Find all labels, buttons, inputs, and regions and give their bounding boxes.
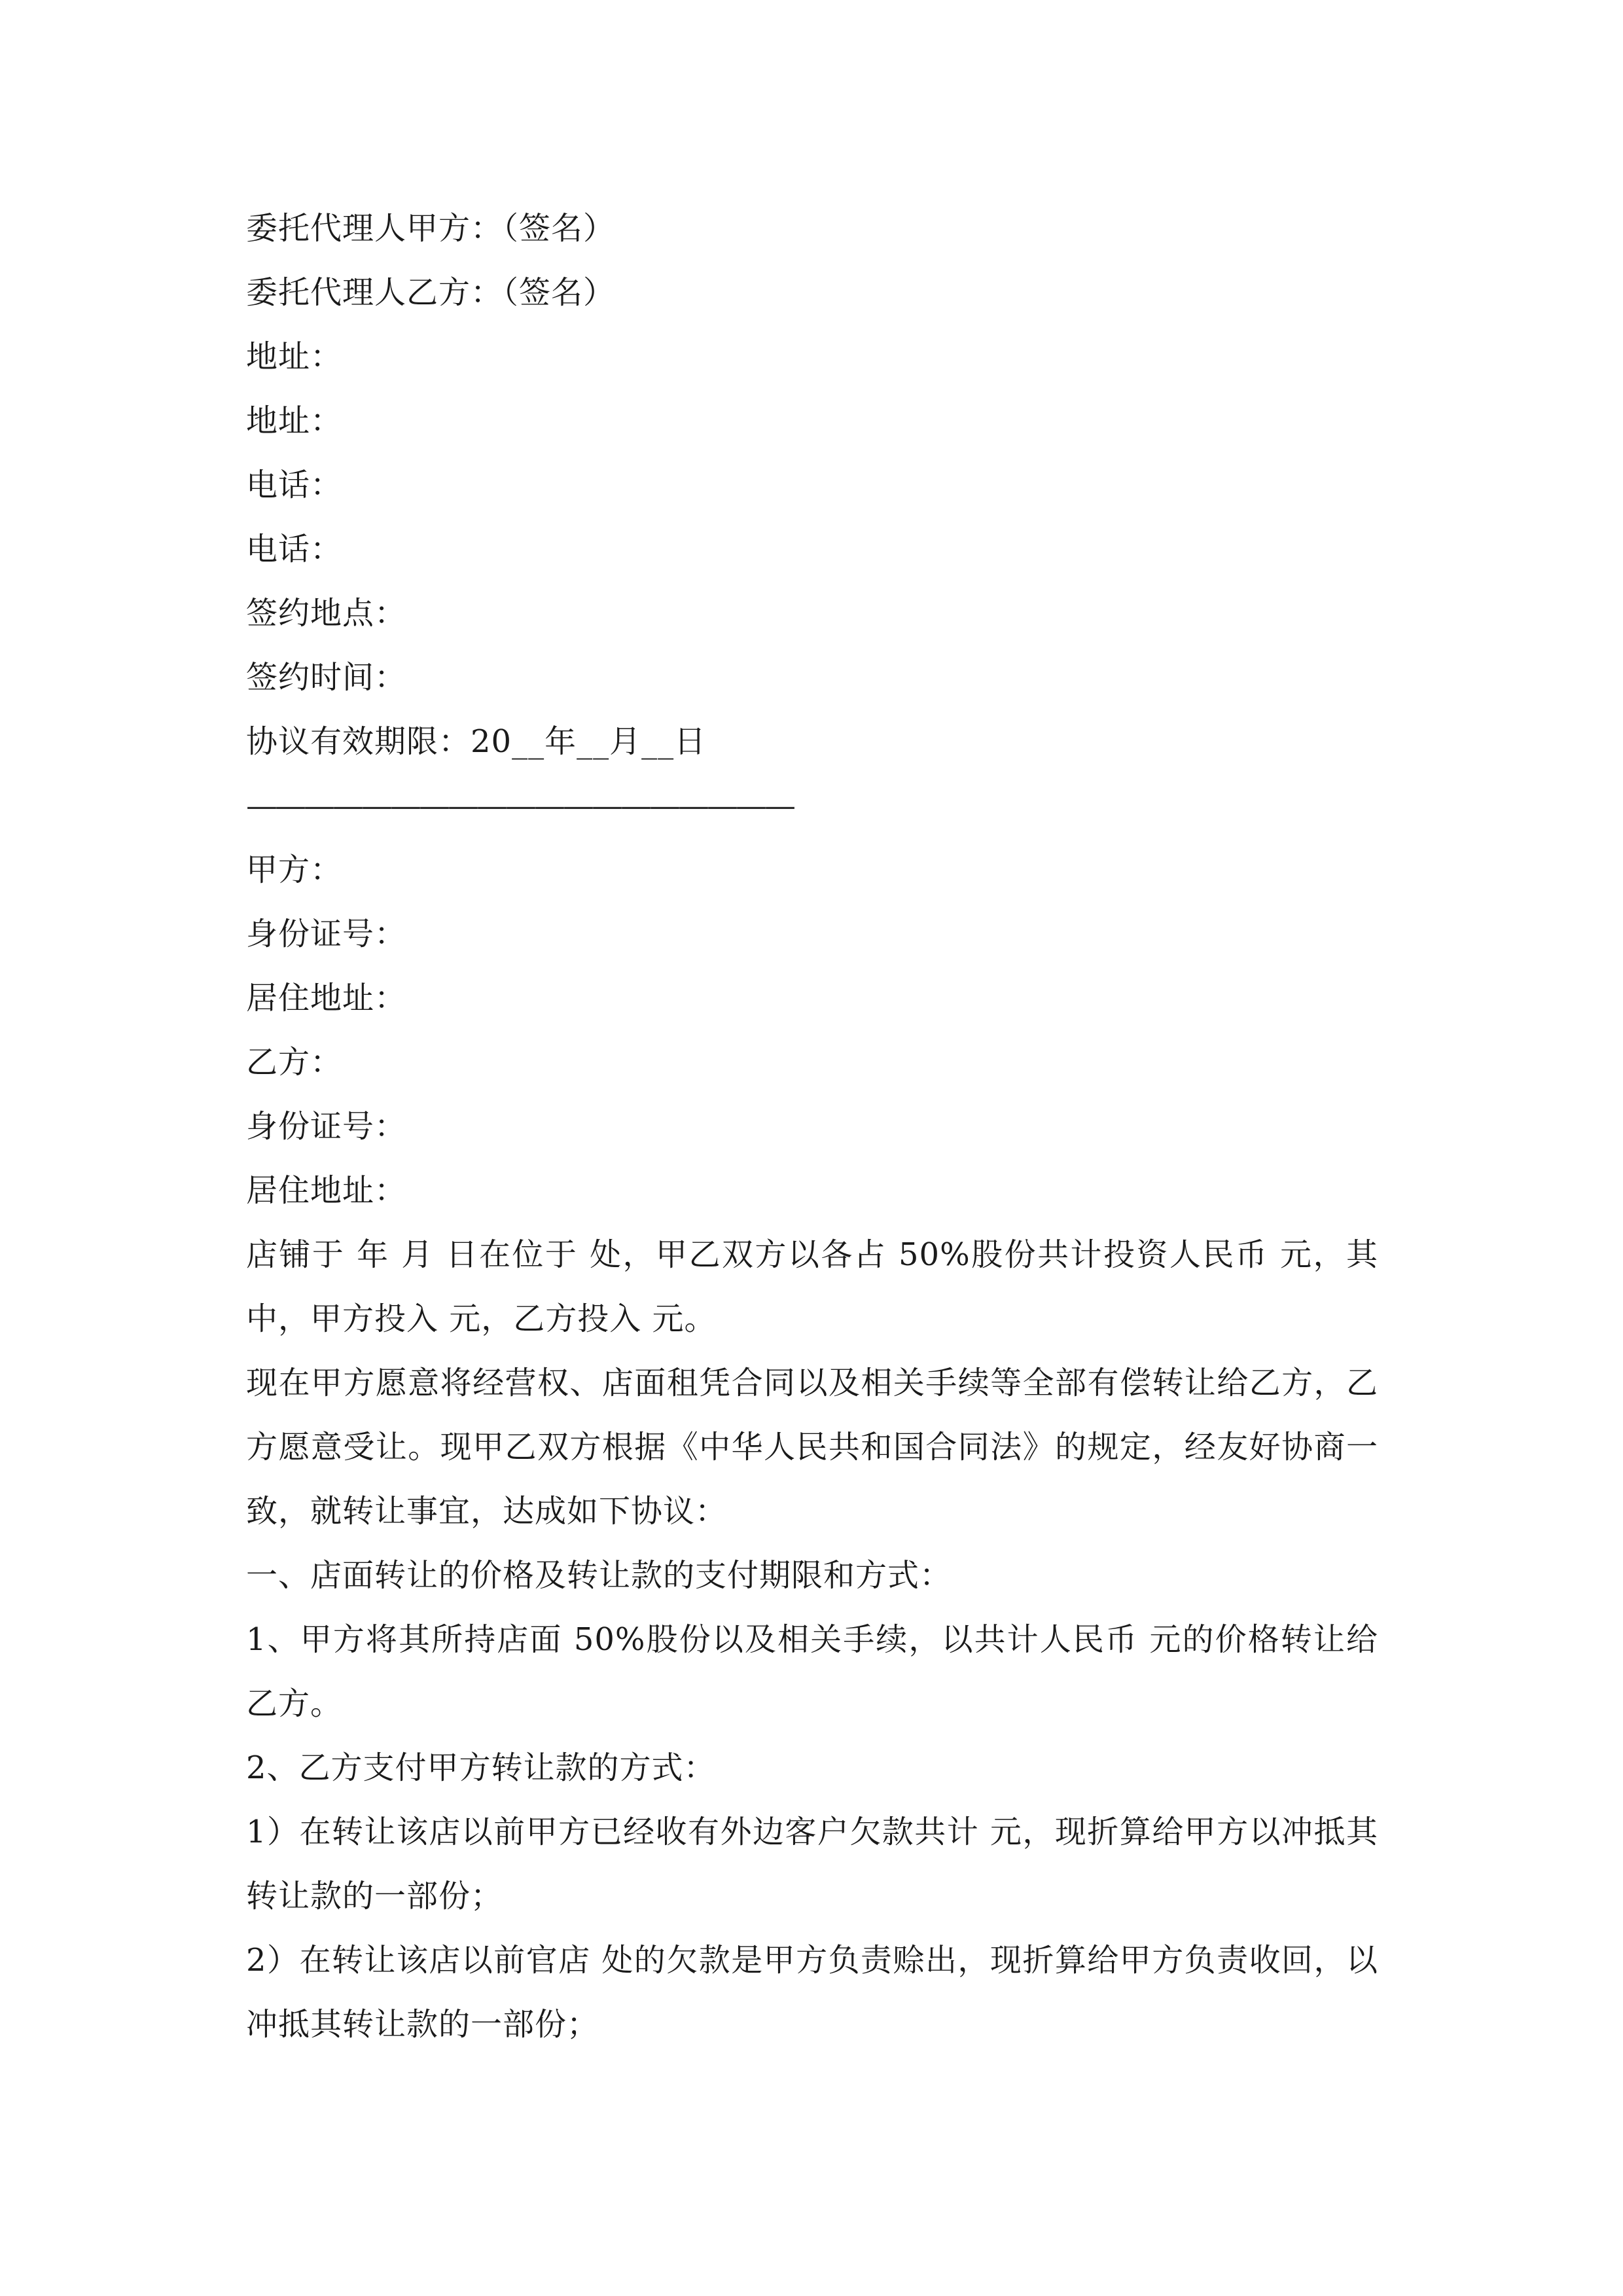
- address-field-1: 地址：: [246, 338, 343, 375]
- clause-2-heading: 2、乙方支付甲方转让款的方式：: [246, 1749, 716, 1786]
- phone-field-1: 电话：: [246, 467, 343, 503]
- validity-period-field: 协议有效期限：20__年__月__日: [246, 723, 707, 760]
- investment-paragraph: 店铺于 年 月 日在位于 处，甲乙双方以各占 50%股份共计投资人民币 元，其中，甲方投入 元，乙方投入 元。: [246, 1236, 1378, 1337]
- section-divider: ———————————————————: [246, 787, 793, 824]
- clause-1-paragraph: 1、甲方将其所持店面 50%股份以及相关手续，以共计人民币 元的价格转让给乙方。: [246, 1621, 1378, 1722]
- clause-2-item-1: 1）在转让该店以前甲方已经收有外边客户欠款共计 元，现折算给甲方以冲抵其转让款的一部份；: [246, 1814, 1378, 1914]
- agent-a-signature: 委托代理人甲方：（签名）: [246, 210, 616, 247]
- party-b-address-field: 居住地址：: [246, 1172, 407, 1209]
- agent-b-signature: 委托代理人乙方：（签名）: [246, 274, 616, 311]
- phone-field-2: 电话：: [246, 531, 343, 567]
- party-b-label: 乙方：: [246, 1044, 343, 1081]
- address-field-2: 地址：: [246, 403, 343, 439]
- clause-2-item-2: 2）在转让该店以前官店 处的欠款是甲方负责赊出，现折算给甲方负责收回，以冲抵其转让款的一部份；: [246, 1942, 1378, 2043]
- transfer-intent-paragraph: 现在甲方愿意将经营权、店面租凭合同以及相关手续等全部有偿转让给乙方，乙方愿意受让。现甲乙双方根据《中华人民共和国合同法》的规定，经友好协商一致，就转让事宜，达成如下协议：: [246, 1365, 1378, 1530]
- party-a-address-field: 居住地址：: [246, 980, 407, 1016]
- party-b-id-field: 身份证号：: [246, 1108, 407, 1145]
- section-1-heading: 一、店面转让的价格及转让款的支付期限和方式：: [246, 1557, 952, 1594]
- party-a-id-field: 身份证号：: [246, 916, 407, 952]
- signing-time-field: 签约时间：: [246, 659, 407, 696]
- document-content: [246, 196, 1378, 2056]
- signing-place-field: 签约地点：: [246, 595, 407, 632]
- party-a-label: 甲方：: [246, 852, 343, 888]
